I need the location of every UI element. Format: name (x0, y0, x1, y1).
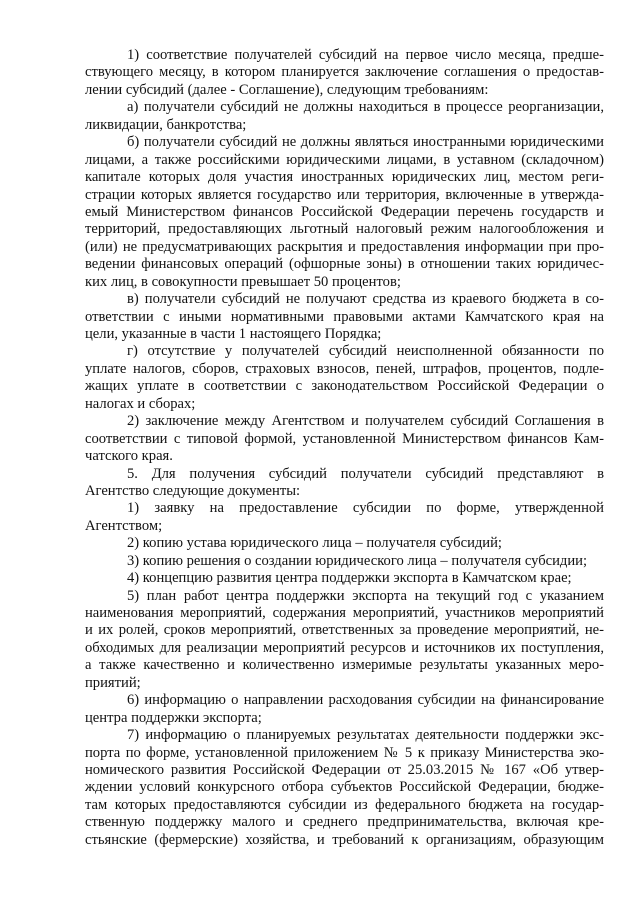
document-line: 1) заявку на предоставление субсидии по форме, утвержденной (127, 500, 604, 517)
document-line: 2) заключение между Агентством и получателем субсидий Соглашения в (127, 413, 604, 430)
document-line: 3) копию решения о создании юридического лица – получателя субсидии; (127, 552, 588, 569)
document-line: ственную поддержку малого и среднего предпринимательства, включая кре- (85, 814, 604, 831)
document-line: территорий, предоставляющих льготный налоговый режим налогообложения и (85, 221, 604, 238)
document-line: 1) соответствие получателей субсидий на первое число месяца, предше- (127, 47, 604, 63)
document-line: лицами, а также российскими юридическими лицами, в уставном (складочном) (85, 151, 604, 168)
document-line: г) отсутствие у получателей субсидий неисполненной обязанности по (127, 343, 604, 360)
document-line: цели, указанные в части 1 настоящего Порядка; (85, 326, 382, 342)
document-line: капитале которых доля участия иностранных юридических лиц, местом реги- (85, 169, 604, 186)
document-line: лении субсидий (далее - Соглашение), следующим требованиям: (85, 81, 489, 98)
document-line: а также качественно и количественно измеримые результаты указанных меро- (85, 657, 604, 674)
document-line: соответствии с типовой формой, установленной Министерством финансов Кам- (85, 430, 604, 447)
document-line: (или) не предусматривающих раскрытия и предоставления информации при про- (85, 238, 604, 255)
document-line: 5) план работ центра поддержки экспорта на текущий год с указанием (127, 587, 604, 604)
document-line: 6) информацию о направлении расходования субсидии на финансирование (127, 692, 604, 709)
document-line: ведении финансовых операций (офшорные зоны) в отношении таких юридичес- (85, 256, 604, 273)
document-line: страции которых является государство или территория, включенные в утвержда- (85, 186, 604, 203)
document-line: номического развития Российской Федерации от 25.03.2015 № 167 «Об утвер- (85, 761, 604, 778)
document-line: ждении условий конкурсного отбора субъектов Российской Федерации, бюдже- (85, 779, 604, 796)
document-line: чатского края. (85, 448, 173, 465)
document-line: уплате налогов, сборов, страховых взносов, пеней, штрафов, процентов, подле- (85, 360, 604, 377)
document-line: емый Министерством финансов Российской Федерации перечень государств и (85, 203, 604, 220)
document-line: обходимых для реализации мероприятий ресурсов и источников их поступления, (85, 639, 604, 656)
document-line: в) получатели субсидий не получают средства из краевого бюджета в со- (127, 291, 604, 308)
document-line: порта по форме, установленной приложением № 5 к приказу Министерства эко- (85, 744, 604, 761)
document-line: стьянские (фермерские) хозяйства, и требований к организациям, образующим (85, 831, 604, 848)
document-line: 7) информацию о планируемых результатах деятельности поддержки экс- (127, 727, 604, 744)
document-line: ких лиц, в совокупности превышает 50 процентов; (85, 273, 401, 290)
document-line: Агентством; (85, 517, 163, 534)
document-line: приятий; (85, 674, 141, 691)
document-line: налогах и сборах; (85, 395, 196, 412)
document-line: Агентство следующие документы: (85, 482, 301, 499)
document-body (85, 47, 604, 849)
document-line: а) получатели субсидий не должны находиться в процессе реорганизации, (127, 99, 604, 116)
document-line: там которых предоставляются субсидии из федерального бюджета на государ- (85, 796, 604, 813)
document-line: ответствии с иными нормативными правовыми актами Камчатского края на (85, 308, 604, 325)
document-line: 4) концепцию развития центра поддержки экспорта в Камчатском крае; (127, 570, 572, 587)
document-line: 5. Для получения субсидий получатели субсидий представляют в (127, 465, 604, 482)
document-line: и их ролей, сроков мероприятий, ответственных за проведение мероприятий, не- (85, 622, 604, 639)
document-line: б) получатели субсидий не должны являться иностранными юридическими (127, 134, 604, 151)
document-line: 2) копию устава юридического лица – получателя субсидий; (127, 535, 502, 552)
document-line: жащих уплате в соответствии с законодательством Российской Федерации о (85, 378, 604, 395)
document-line: наименования мероприятий, содержания мероприятий, участников мероприятий (85, 605, 604, 621)
document-line: центра поддержки экспорта; (85, 709, 262, 726)
document-line: ликвидации, банкротства; (85, 116, 247, 133)
document-line: ствующего месяцу, в котором планируется заключение соглашения о предостав- (85, 64, 604, 81)
